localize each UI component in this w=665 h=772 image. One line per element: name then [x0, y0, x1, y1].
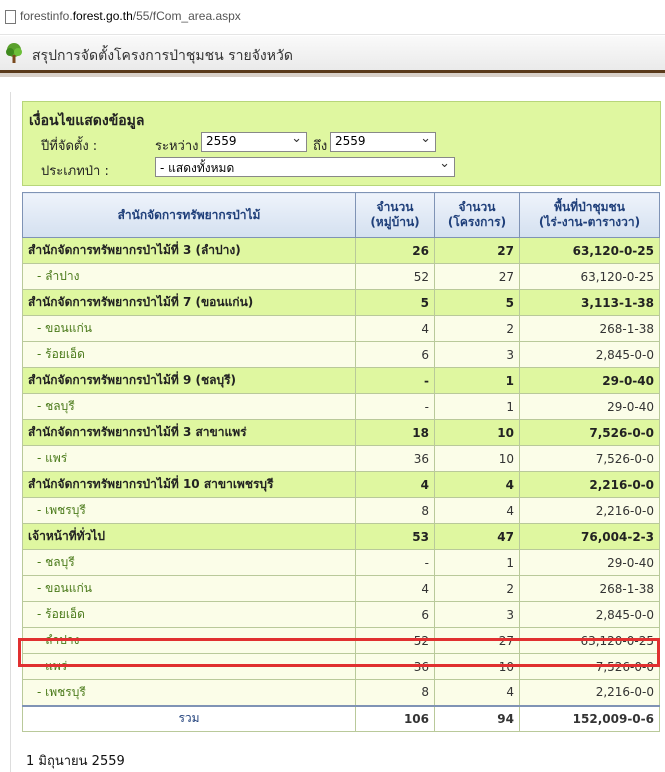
row-area: 76,004-2-3: [520, 524, 660, 550]
address-bar[interactable]: [0, 0, 665, 35]
row-projects: 1: [435, 368, 520, 394]
row-name: - แพร่: [23, 654, 356, 680]
total-label: รวม: [23, 706, 356, 732]
row-villages: 4: [356, 576, 435, 602]
row-area: 7,526-0-0: [520, 420, 660, 446]
province-row: [23, 628, 660, 654]
province-row: [23, 342, 660, 368]
row-projects: 4: [435, 472, 520, 498]
row-area: 2,845-0-0: [520, 602, 660, 628]
col-header-office: สำนักจัดการทรัพยากรป่าไม้: [23, 193, 356, 238]
row-projects: 3: [435, 602, 520, 628]
office-row: [23, 368, 660, 394]
row-name: - ชลบุรี: [23, 550, 356, 576]
row-area: 2,216-0-0: [520, 680, 660, 706]
row-name: - ร้อยเอ็ด: [23, 602, 356, 628]
forest-type-select[interactable]: [155, 157, 455, 177]
row-area: 63,120-0-25: [520, 264, 660, 290]
row-villages: 36: [356, 654, 435, 680]
table-header-row: [23, 193, 660, 238]
row-villages: 4: [356, 316, 435, 342]
page-icon: [5, 10, 16, 24]
row-projects: 10: [435, 420, 520, 446]
row-villages: 6: [356, 342, 435, 368]
row-area: 29-0-40: [520, 550, 660, 576]
row-villages: 18: [356, 420, 435, 446]
row-name: - ร้อยเอ็ด: [23, 342, 356, 368]
row-projects: 4: [435, 680, 520, 706]
row-area: 63,120-0-25: [520, 628, 660, 654]
row-area: 2,845-0-0: [520, 342, 660, 368]
row-projects: 5: [435, 290, 520, 316]
row-projects: 10: [435, 654, 520, 680]
year-from-value: 2559: [206, 134, 237, 148]
province-row: [23, 654, 660, 680]
between-label: ระหว่าง: [155, 139, 199, 154]
row-name: - ลำปาง: [23, 628, 356, 654]
row-villages: 53: [356, 524, 435, 550]
row-villages: -: [356, 394, 435, 420]
province-row: [23, 550, 660, 576]
total-row: [23, 706, 660, 732]
col-header-area: พื้นที่ป่าชุมชน (ไร่-งาน-ตารางวา): [520, 193, 660, 238]
page-title: สรุปการจัดตั้งโครงการป่าชุมชน รายจังหวัด: [32, 48, 293, 64]
row-name: - ชลบุรี: [23, 394, 356, 420]
total-projects: 94: [435, 706, 520, 732]
row-name: สำนักจัดการทรัพยากรป่าไม้ที่ 7 (ขอนแก่น): [23, 290, 356, 316]
row-projects: 27: [435, 628, 520, 654]
to-label: ถึง: [313, 139, 328, 154]
col-header-villages: จำนวน (หมู่บ้าน): [356, 193, 435, 238]
row-name: - ขอนแก่น: [23, 576, 356, 602]
row-villages: 4: [356, 472, 435, 498]
row-projects: 3: [435, 342, 520, 368]
office-row: [23, 472, 660, 498]
row-villages: 52: [356, 628, 435, 654]
summary-table: [22, 192, 660, 732]
forest-type-value: - แสดงทั้งหมด: [160, 161, 235, 175]
province-row: [23, 316, 660, 342]
province-row: [23, 446, 660, 472]
row-villages: 8: [356, 680, 435, 706]
row-name: สำนักจัดการทรัพยากรป่าไม้ที่ 10 สาขาเพชรบุรี: [23, 472, 356, 498]
row-projects: 1: [435, 394, 520, 420]
province-row: [23, 498, 660, 524]
row-villages: 8: [356, 498, 435, 524]
province-row: [23, 264, 660, 290]
row-name: เจ้าหน้าที่ทั่วไป: [23, 524, 356, 550]
row-area: 3,113-1-38: [520, 290, 660, 316]
row-villages: 36: [356, 446, 435, 472]
address-url[interactable]: forestinfo.forest.go.th/55/fCom_area.aspx: [20, 9, 241, 23]
row-name: สำนักจัดการทรัพยากรป่าไม้ที่ 9 (ชลบุรี): [23, 368, 356, 394]
row-villages: -: [356, 550, 435, 576]
row-projects: 1: [435, 550, 520, 576]
row-area: 268-1-38: [520, 316, 660, 342]
row-name: สำนักจัดการทรัพยากรป่าไม้ที่ 3 (ลำปาง): [23, 238, 356, 264]
tree-icon: [4, 42, 24, 64]
row-name: - เพชรบุรี: [23, 498, 356, 524]
col-header-projects: จำนวน (โครงการ): [435, 193, 520, 238]
row-area: 29-0-40: [520, 394, 660, 420]
header-divider: [0, 73, 665, 77]
row-projects: 27: [435, 238, 520, 264]
row-projects: 10: [435, 446, 520, 472]
row-name: - เพชรบุรี: [23, 680, 356, 706]
total-area: 152,009-0-6: [520, 706, 660, 732]
year-to-value: 2559: [335, 134, 366, 148]
row-projects: 27: [435, 264, 520, 290]
year-from-select[interactable]: [201, 132, 307, 152]
province-row: [23, 576, 660, 602]
province-row: [23, 394, 660, 420]
page-header: [0, 36, 665, 73]
row-villages: -: [356, 368, 435, 394]
forest-type-label: ประเภทป่า :: [41, 164, 109, 179]
row-area: 63,120-0-25: [520, 238, 660, 264]
row-area: 7,526-0-0: [520, 654, 660, 680]
row-villages: 52: [356, 264, 435, 290]
row-villages: 26: [356, 238, 435, 264]
row-area: 2,216-0-0: [520, 472, 660, 498]
filter-heading: เงื่อนไขแสดงข้อมูล: [29, 113, 145, 129]
report-date: 1 มิถุนายน 2559: [26, 754, 125, 769]
row-projects: 2: [435, 316, 520, 342]
province-row: [23, 680, 660, 706]
row-area: 29-0-40: [520, 368, 660, 394]
filter-panel: [22, 101, 661, 186]
row-projects: 4: [435, 498, 520, 524]
row-name: - ลำปาง: [23, 264, 356, 290]
office-row: [23, 524, 660, 550]
province-row: [23, 602, 660, 628]
row-projects: 2: [435, 576, 520, 602]
row-area: 268-1-38: [520, 576, 660, 602]
office-row: [23, 238, 660, 264]
row-area: 7,526-0-0: [520, 446, 660, 472]
row-name: สำนักจัดการทรัพยากรป่าไม้ที่ 3 สาขาแพร่: [23, 420, 356, 446]
row-projects: 47: [435, 524, 520, 550]
row-villages: 6: [356, 602, 435, 628]
office-row: [23, 290, 660, 316]
total-villages: 106: [356, 706, 435, 732]
row-area: 2,216-0-0: [520, 498, 660, 524]
row-villages: 5: [356, 290, 435, 316]
row-name: - ขอนแก่น: [23, 316, 356, 342]
year-label: ปีที่จัดตั้ง :: [41, 139, 98, 154]
office-row: [23, 420, 660, 446]
year-to-select[interactable]: [330, 132, 436, 152]
row-name: - แพร่: [23, 446, 356, 472]
